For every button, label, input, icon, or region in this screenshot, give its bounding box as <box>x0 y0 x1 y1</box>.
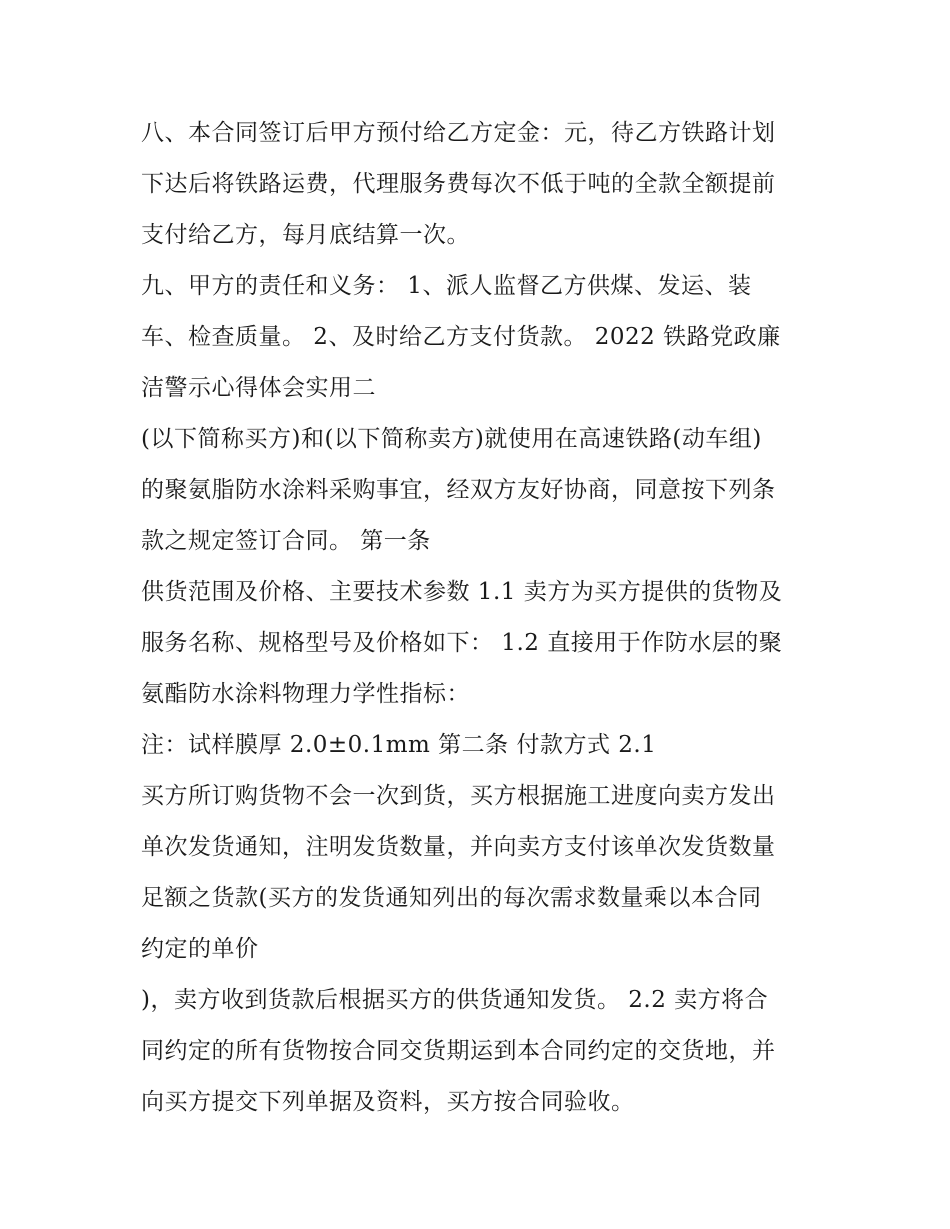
text-line: 向买方提交下列单据及资料，买方按合同验收。 <box>141 1089 635 1115</box>
text-line: 同约定的所有货物按合同交货期运到本合同约定的交货地，并 <box>141 1038 776 1064</box>
text-line: 约定的单价 <box>141 936 259 962</box>
text-line: 单次发货通知，注明发货数量，并向卖方支付该单次发货数量 <box>141 834 776 860</box>
text-line: 车、检查质量。 2、及时给乙方支付货款。 2022 铁路党政廉 <box>141 324 781 350</box>
text-line: 服务名称、规格型号及价格如下： 1.2 直接用于作防水层的聚 <box>141 630 783 656</box>
text-line: 的聚氨脂防水涂料采购事宜，经双方友好协商，同意按下列条 <box>141 477 776 503</box>
text-line: 氨酯防水涂料物理力学性指标： <box>141 681 470 707</box>
text-line: 九、甲方的责任和义务： 1、派人监督乙方供煤、发运、装 <box>141 273 752 299</box>
text-line: 足额之货款(买方的发货通知列出的每次需求数量乘以本合同 <box>141 885 762 911</box>
text-line: 供货范围及价格、主要技术参数 1.1 卖方为买方提供的货物及 <box>141 579 783 605</box>
text-line: )，卖方收到货款后根据买方的供货通知发货。 2.2 卖方将合 <box>141 987 769 1013</box>
document-body <box>141 108 821 1128</box>
text-line: 八、本合同签订后甲方预付给乙方定金：元，待乙方铁路计划 <box>141 120 776 146</box>
text-line: 买方所订购货物不会一次到货，买方根据施工进度向卖方发出 <box>141 783 776 809</box>
text-line: 下达后将铁路运费，代理服务费每次不低于吨的全款全额提前 <box>141 171 776 197</box>
text-line: 款之规定签订合同。 第一条 <box>141 528 431 554</box>
text-line: (以下简称买方)和(以下简称卖方)就使用在高速铁路(动车组) <box>141 426 762 452</box>
text-line: 洁警示心得体会实用二 <box>141 375 376 401</box>
text-line: 支付给乙方，每月底结算一次。 <box>141 222 470 248</box>
text-line: 注：试样膜厚 2.0±0.1mm 第二条 付款方式 2.1 <box>141 732 657 758</box>
